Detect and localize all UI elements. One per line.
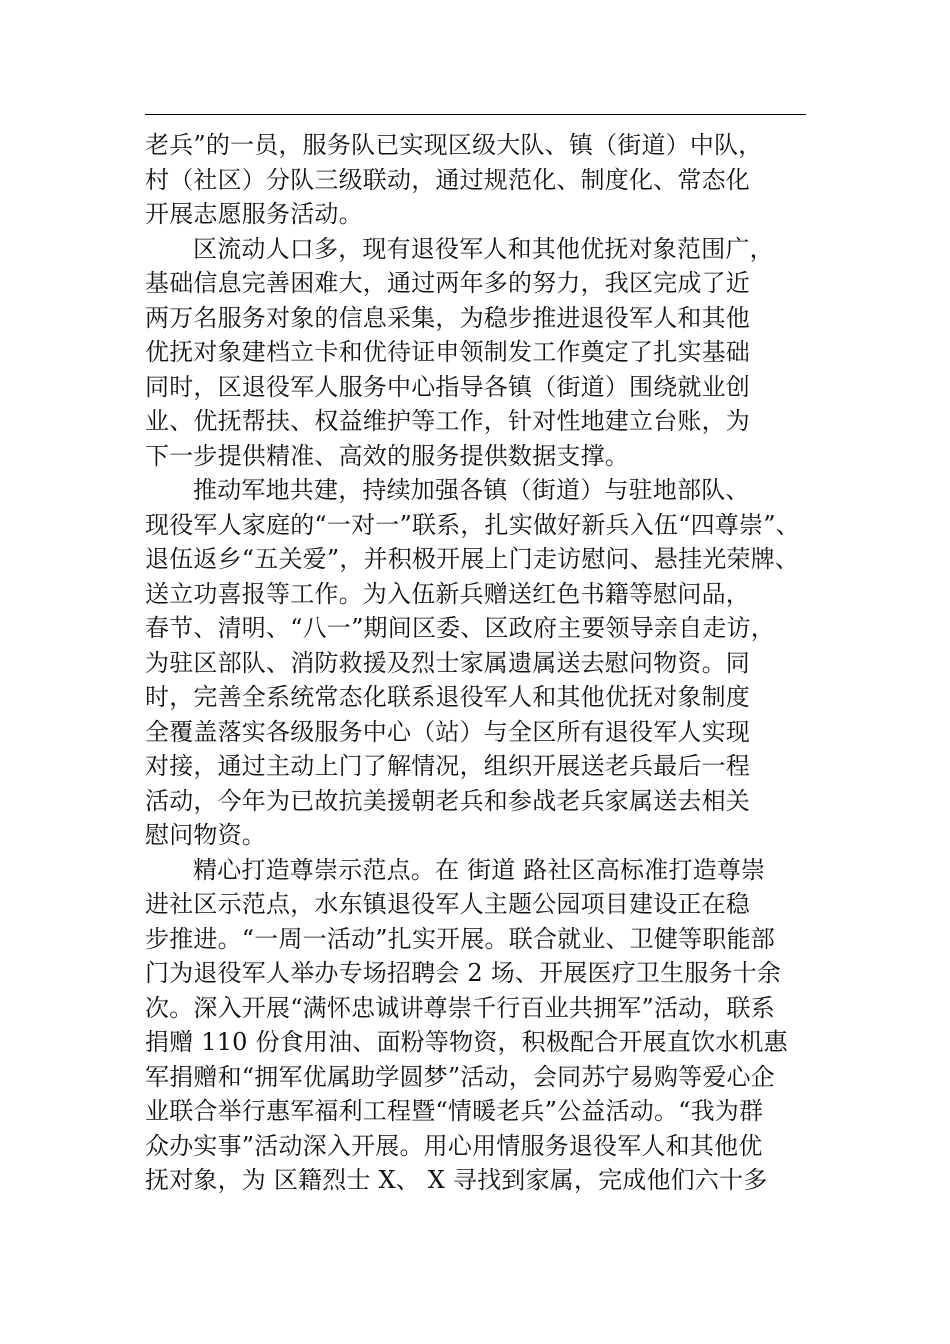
text-line: 开展志愿服务活动。 (145, 200, 363, 228)
text-line: 老兵”的一员，服务队已实现区级大队、镇（街道）中队， (145, 131, 763, 159)
text-line: 军捐赠和“拥军优属助学圆梦”活动，会同苏宁易购等爱心企 (145, 1062, 775, 1091)
text-line: 村（社区）分队三级联动，通过规范化、制度化、常态化 (145, 165, 750, 194)
header-rule (145, 114, 806, 115)
text-line: 慰问物资。 (145, 821, 266, 849)
text-line: 同时，区退役军人服务中心指导各镇（街道）围绕就业创 (145, 372, 750, 401)
document-body (145, 128, 806, 1198)
text-line: 进社区示范点，水东镇退役军人主题公园项目建设正在稳 (145, 890, 750, 918)
text-line: 业、优抚帮扶、权益维护等工作，针对性地建立台账，为 (145, 407, 750, 435)
text-line: 时，完善全系统常态化联系退役军人和其他优抚对象制度 (145, 683, 750, 711)
text-line: 送立功喜报等工作。为入伍新兵赠送红色书籍等慰问品， (145, 579, 750, 608)
text-line: 步推进。“一周一活动”扎实开展。联合就业、卫健等职能部 (145, 924, 775, 953)
paragraph-start-line: 推动军地共建，持续加强各镇（街道）与驻地部队、 (193, 476, 750, 504)
text-line: 基础信息完善困难大，通过两年多的努力，我区完成了近 (145, 269, 750, 297)
text-line: 业联合举行惠军福利工程暨“情暖老兵”公益活动。“我为群 (145, 1097, 764, 1125)
text-line: 全覆盖落实各级服务中心（站）与全区所有退役军人实现 (145, 717, 750, 746)
text-line: 优抚对象建档立卡和优待证申领制发工作奠定了扎实基础 (145, 338, 750, 366)
text-line: 现役军人家庭的“一对一”联系，扎实做好新兵入伍“四尊崇”、 (145, 510, 800, 539)
text-line: 下一步提供精准、高效的服务提供数据支撑。 (145, 441, 629, 470)
text-line: 众办实事”活动深入开展。用心用情服务退役军人和其他优 (145, 1131, 763, 1160)
paragraph-start-line: 精心打造尊崇示范点。在 街道 路社区高标准打造尊崇 (193, 855, 766, 884)
text-line: 抚对象，为 区籍烈士 X、 X 寻找到家属，完成他们六十多 (145, 1166, 768, 1194)
text-line: 对接，通过主动上门了解情况，组织开展送老兵最后一程 (145, 752, 750, 780)
text-line: 活动，今年为已故抗美援朝老兵和参战老兵家属送去相关 (145, 786, 750, 815)
paragraph-start-line: 区流动人口多，现有退役军人和其他优抚对象范围广， (193, 234, 774, 263)
text-line: 春节、清明、“八一”期间区委、区政府主要领导亲自走访， (145, 614, 775, 642)
text-line: 退伍返乡“五关爱”，并积极开展上门走访慰问、悬挂光荣牌、 (145, 545, 800, 573)
text-line: 捐赠 110 份食用油、面粉等物资，积极配合开展直饮水机惠 (145, 1028, 788, 1056)
text-line: 门为退役军人举办专场招聘会 2 场、开展医疗卫生服务十余 (145, 959, 782, 987)
text-line: 为驻区部队、消防救援及烈士家属遗属送去慰问物资。同 (145, 648, 750, 677)
text-line: 次。深入开展“满怀忠诚讲尊崇千行百业共拥军”活动，联系 (145, 993, 775, 1022)
text-line: 两万名服务对象的信息采集，为稳步推进退役军人和其他 (145, 303, 750, 332)
